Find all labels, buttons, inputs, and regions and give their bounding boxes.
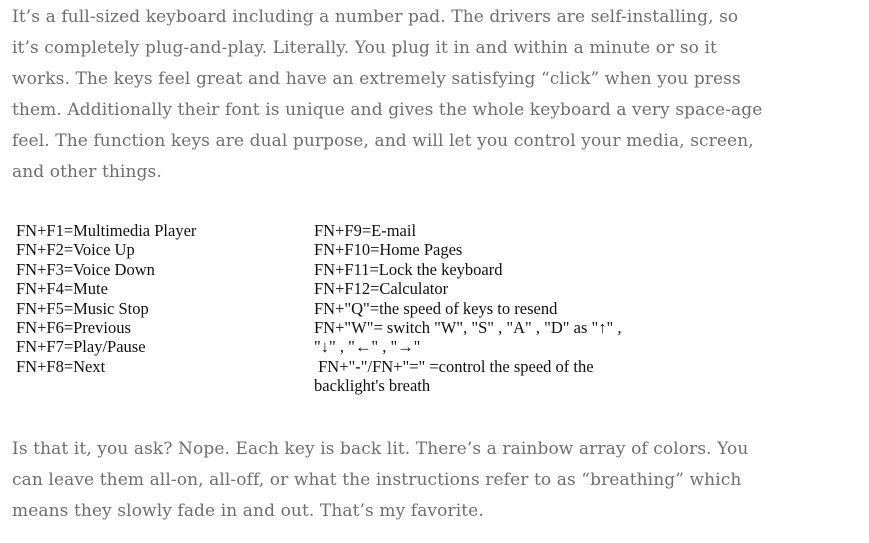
- function-key-entry: FN+F1=Multimedia Player: [16, 221, 197, 240]
- function-key-entry: FN+"-"/FN+"=" =control the speed of the: [314, 356, 594, 376]
- function-key-list-right: [314, 221, 622, 396]
- function-key-entry: backlight's breath: [314, 376, 431, 396]
- function-key-entry: FN+"W"= switch "W", "S" , "A" , "D" as "↑" ,: [314, 318, 622, 338]
- function-key-entry: "↓" , "←" , "→": [314, 337, 421, 357]
- intro-paragraph: [12, 2, 812, 188]
- paragraph-line: feel. The function keys are dual purpose, and will let you control your media, screen,: [12, 131, 754, 151]
- function-key-entry: FN+F7=Play/Pause: [16, 337, 146, 357]
- function-key-entry: FN+F8=Next: [16, 356, 106, 376]
- function-key-entry: FN+F4=Mute: [16, 279, 108, 299]
- paragraph-line: Is that it, you ask? Nope. Each key is back lit. There’s a rainbow array of colors. You: [12, 439, 749, 459]
- paragraph-line: can leave them all-on, all-off, or what the instructions refer to as “breathing” which: [12, 470, 742, 490]
- function-key-entry: FN+F9=E-mail: [314, 221, 417, 240]
- paragraph-line: and other things.: [12, 162, 162, 182]
- function-key-entry: FN+F2=Voice Up: [16, 240, 135, 260]
- function-key-list-left: [16, 221, 196, 376]
- function-key-entry: FN+F10=Home Pages: [314, 240, 463, 260]
- function-key-entry: FN+F3=Voice Down: [16, 259, 155, 279]
- function-key-entry: FN+F12=Calculator: [314, 279, 449, 299]
- paragraph-line: it’s completely plug-and-play. Literally. You plug it in and within a minute or so it: [12, 38, 717, 58]
- paragraph-line: works. The keys feel great and have an extremely satisfying “click” when you press: [12, 69, 741, 89]
- paragraph-line: It’s a full-sized keyboard including a number pad. The drivers are self-installing, so: [12, 7, 739, 27]
- paragraph-line: means they slowly fade in and out. That’s my favorite.: [12, 501, 484, 521]
- function-key-entry: FN+F6=Previous: [16, 318, 131, 338]
- closing-paragraph: [12, 434, 812, 527]
- function-key-entry: FN+F11=Lock the keyboard: [314, 259, 503, 279]
- paragraph-line: them. Additionally their font is unique and gives the whole keyboard a very space-age: [12, 100, 763, 120]
- function-key-entry: FN+F5=Music Stop: [16, 298, 149, 318]
- function-key-entry: FN+"Q"=the speed of keys to resend: [314, 298, 558, 318]
